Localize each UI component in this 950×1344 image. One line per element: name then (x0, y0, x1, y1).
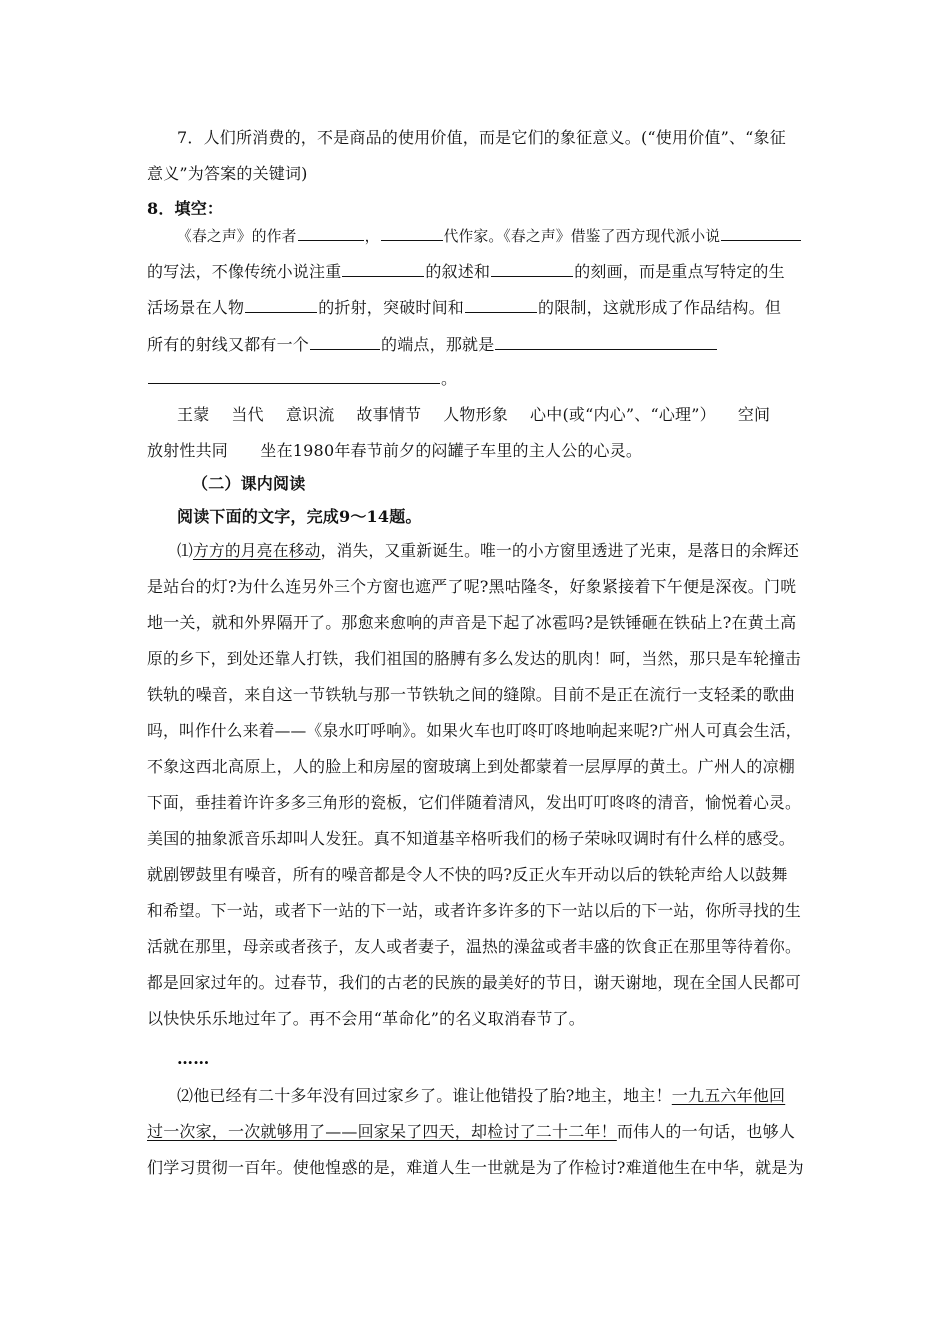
q8-text: 。 (441, 369, 458, 388)
q8-line-5 (147, 369, 807, 389)
q8-text: 所有的射线又都有一个 (147, 335, 310, 354)
answer-item: 意识流 (285, 405, 335, 424)
answer-item: 王蒙 (177, 405, 210, 424)
blank-plot (342, 262, 424, 277)
blank-mind (245, 298, 317, 313)
answer-item: 空间 (737, 405, 771, 424)
q8-text: 活场景在人物 (147, 298, 245, 317)
q8-line-2 (147, 262, 807, 282)
q8-line-3 (147, 298, 807, 318)
q8-text: 的限制，这就形成了作品结构。但 (538, 298, 782, 317)
passage1-line: 和希望。下一站，或者下一站的下一站，或者许多许多的下一站以后的下一站，你所寻找的生 (147, 901, 801, 920)
blank-common (310, 335, 380, 350)
q8-line-4 (147, 335, 807, 355)
answer-item: 当代 (231, 405, 264, 424)
answer-item: 人物形象 (443, 405, 509, 424)
passage-text: 而伟人的一句话，也够人 (616, 1122, 796, 1141)
q8-line-1 (177, 226, 807, 247)
passage1-line: 铁轨的噪音，来自这一节铁轨与那一节铁轨之间的缝隙。目前不是正在流行一支轻柔的歌曲 (147, 685, 796, 704)
passage1-line: 吗，叫作什么来着——《泉水叮呼响》。如果火车也叮咚叮咚地响起来呢?广州人可真会生活， (147, 721, 802, 740)
q8-text: 《春之声》的作者 (177, 228, 297, 245)
q8-answers (177, 405, 807, 425)
passage1-line: 下面，垂挂着许许多多三角形的瓷板，它们伴随着清风，发出叮叮咚咚的清音，愉悦着心灵。 (147, 793, 801, 812)
underlined-phrase: 方方的月亮在移动 (192, 541, 321, 560)
section-instruction: 阅读下面的文字，完成9～14题。 (177, 507, 422, 526)
paragraph-marker: ⑵ (177, 1086, 194, 1105)
blank-author (298, 226, 364, 241)
section-title: （二）课内阅读 (192, 474, 306, 493)
q8-text: ， (364, 228, 380, 245)
passage1-line: 活就在那里，母亲或者孩子，友人或者妻子，温热的澡盆或者丰盛的饮食正在那里等待着你。 (147, 937, 801, 956)
passage1-line: 不象这西北高原上，人的脸上和房屋的窗玻璃上到处都蒙着一层厚厚的黄土。广州人的凉棚 (147, 757, 796, 776)
answer-item: 故事情节 (356, 405, 422, 424)
passage1-line: 地一关，就和外界隔开了。那愈来愈响的声音是下起了冰雹吗?是铁锤砸在铁砧上?在黄土高 (147, 613, 797, 632)
passage2-line-2 (147, 1122, 807, 1142)
q8-text: 的折射，突破时间和 (318, 298, 465, 317)
q8-text: 的写法，不像传统小说注重 (147, 262, 342, 281)
q8-text: 的刻画，而是重点写特定的生 (574, 262, 785, 281)
passage1-line-1 (177, 541, 807, 561)
q7-line-1: 7．人们所消费的，不是商品的使用价值，而是它们的象征意义。(“使用价值”、“象征 (177, 128, 786, 147)
passage2-line-1 (177, 1086, 807, 1106)
underlined-sentence: 过一次家，一次就够用了——回家呆了四天，却检讨了二十二年！ (147, 1122, 617, 1141)
passage1-line: 美国的抽象派音乐却叫人发狂。真不知道基辛格听我们的杨子荣咏叹调时有什么样的感受。 (147, 829, 796, 848)
passage1-line: 以快快乐乐地过年了。再不会用“革命化”的名义取消春节了。 (147, 1009, 585, 1028)
blank-space (465, 298, 537, 313)
underlined-sentence: 一九五六年他回 (671, 1086, 786, 1105)
blank-character (491, 262, 573, 277)
blank-protagonist (495, 335, 717, 350)
q8-text: 的端点，那就是 (381, 335, 495, 354)
q8-text: 的叙述和 (425, 262, 491, 281)
q8-answers-line-2: 放射性共同 坐在1980年春节前夕的闷罐子车里的主人公的心灵。 (147, 441, 643, 460)
passage1-line: 是站台的灯?为什么连另外三个方窗也遮严了呢?黑咕隆冬，好象紧接着下午便是深夜。门咣 (147, 577, 797, 596)
blank-technique (721, 226, 801, 241)
blank-era (381, 226, 443, 241)
paragraph-marker: ⑴ (177, 541, 193, 560)
blank-protagonist-cont (148, 369, 440, 384)
passage1-line: 就剧锣鼓里有噪音，所有的噪音都是令人不快的吗?反正火车开动以后的铁轮声给人以鼓舞 (147, 865, 788, 884)
passage1-line: 都是回家过年的。过春节，我们的古老的民族的最美好的节日，谢天谢地，现在全国人民都可 (147, 973, 801, 992)
q7-line-2: 意义”为答案的关键词) (147, 164, 308, 183)
q8-text: 代作家。《春之声》借鉴了西方现代派小说 (443, 228, 721, 245)
passage-text: 他已经有二十多年没有回过家乡了。谁让他错投了胎?地主，地主！ (193, 1086, 672, 1105)
ellipsis: …… (177, 1049, 210, 1068)
passage-text: ，消失，又重新诞生。唯一的小方窗里透进了光束，是落日的余辉还 (320, 541, 800, 560)
q8-heading: 8．填空： (147, 199, 224, 218)
answer-item: 心中(或“内心”、“心理”） (530, 405, 716, 424)
passage2-line-3: 们学习贯彻一百年。使他惶惑的是，难道人生一世就是为了作检讨?难道他生在中华，就是为 (147, 1158, 804, 1177)
passage1-line: 原的乡下，到处还靠人打铁，我们祖国的胳膊有多么发达的肌肉！呵，当然，那只是车轮撞击 (147, 649, 801, 668)
